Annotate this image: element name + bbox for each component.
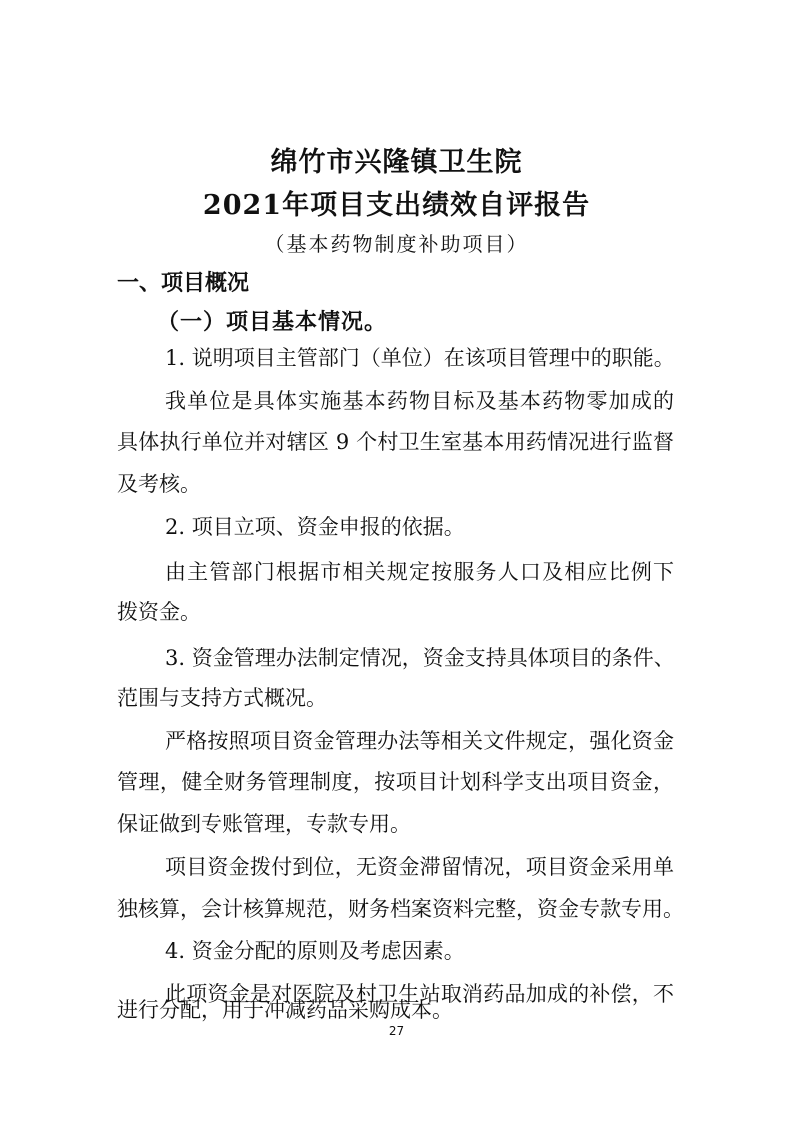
paragraph-line: 严格按照项目资金管理办法等相关文件规定，强化资金 bbox=[165, 729, 674, 753]
paragraph-line: 我单位是具体实施基本药物目标及基本药物零加成的 bbox=[165, 389, 674, 413]
paragraph-line: 拨资金。 bbox=[117, 600, 201, 624]
document-title-line1: 绵竹市兴隆镇卫生院 bbox=[270, 147, 523, 178]
page-number: 27 bbox=[388, 1024, 405, 1038]
paragraph-line: 进行分配，用于冲减药品采购成本。 bbox=[117, 998, 453, 1022]
paragraph-line: 2. 项目立项、资金申报的依据。 bbox=[165, 515, 465, 539]
paragraph-line: 及考核。 bbox=[117, 472, 201, 496]
paragraph-line: 具体执行单位并对辖区 9 个村卫生室基本用药情况进行监督 bbox=[117, 430, 674, 454]
paragraph-line: 管理，健全财务管理制度，按项目计划科学支出项目资金， bbox=[117, 770, 674, 794]
paragraph-line: 此项资金是对医院及村卫生站取消药品加成的补偿，不 bbox=[165, 982, 674, 1006]
document-subtitle: （基本药物制度补助项目） bbox=[264, 232, 529, 256]
section-heading-overview: 一、项目概况 bbox=[117, 271, 250, 296]
paragraph-line: 3. 资金管理办法制定情况，资金支持具体项目的条件、 bbox=[165, 646, 675, 670]
paragraph-line: 1. 说明项目主管部门（单位）在该项目管理中的职能。 bbox=[165, 346, 675, 370]
paragraph-line: 独核算，会计核算规范，财务档案资料完整，资金专款专用。 bbox=[117, 897, 684, 921]
paragraph-line: 项目资金拨付到位，无资金滞留情况，项目资金采用单 bbox=[165, 855, 674, 879]
paragraph-line: 保证做到专账管理，专款专用。 bbox=[117, 812, 411, 836]
subsection-heading-basic-info: （一）项目基本情况。 bbox=[157, 309, 388, 335]
paragraph-line: 由主管部门根据市相关规定按服务人口及相应比例下 bbox=[165, 560, 674, 584]
document-title-line2: 2021年项目支出绩效自评报告 bbox=[202, 190, 591, 221]
paragraph-line: 范围与支持方式概况。 bbox=[117, 686, 327, 710]
paragraph-line: 4. 资金分配的原则及考虑因素。 bbox=[165, 939, 465, 963]
